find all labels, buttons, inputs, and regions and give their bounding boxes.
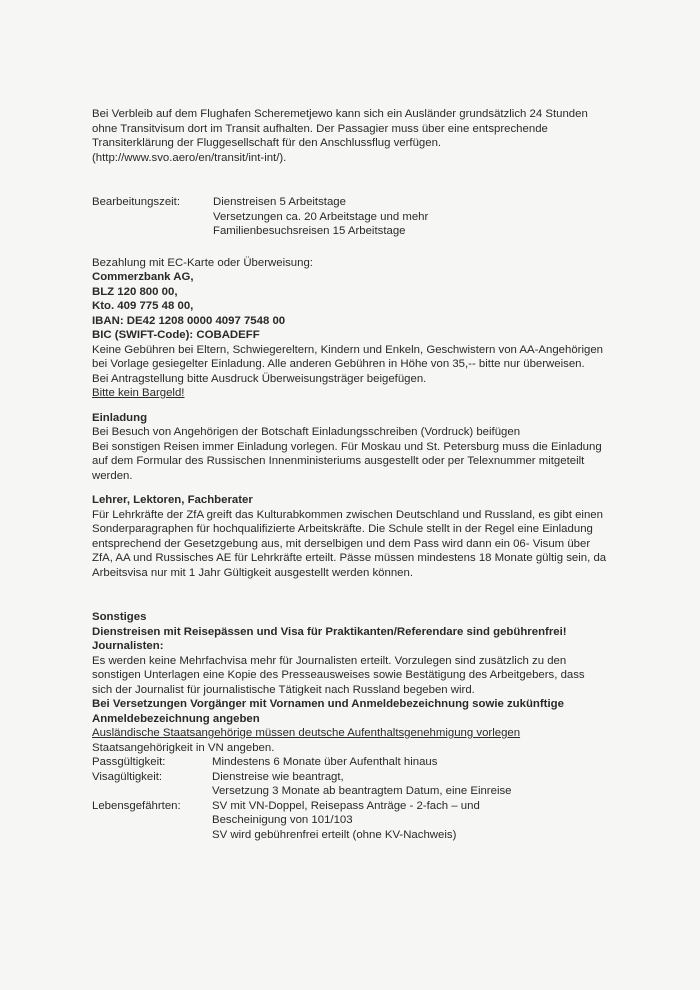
teachers-line: Arbeitsvisa nur mit 1 Jahr Gültigkeit ausgestellt werden können.	[92, 566, 413, 579]
visa-validity-value: Versetzung 3 Monate ab beantragtem Datum, eine Einreise	[212, 785, 512, 797]
teachers-line: entsprechend der Gesetzgebung aus, mit derselbigen und dem Pass wird dann ein 06- Visum über	[92, 537, 591, 550]
processing-time-label: Bearbeitungszeit:	[92, 196, 181, 208]
partners-row	[92, 799, 612, 843]
iban: IBAN: DE42 1208 0000 4097 7548 00	[92, 314, 286, 327]
bank-code: BLZ 120 800 00,	[92, 285, 178, 298]
transit-line: ohne Transitvisum dort im Transit aufhalten. Der Passagier muss über eine entsprechende	[92, 122, 548, 135]
passport-validity-value: Mindestens 6 Monate über Aufenthalt hinaus	[212, 756, 438, 768]
processing-time-values	[213, 195, 612, 239]
journalist-line: Es werden keine Mehrfachvisa mehr für Journalisten erteilt. Vorzulegen sind zusätzlich zu den	[92, 654, 567, 667]
processing-time-value: Versetzungen ca. 20 Arbeitstage und mehr	[213, 210, 429, 223]
visa-validity-row	[92, 770, 612, 799]
no-cash-note: Bitte kein Bargeld!	[92, 387, 185, 399]
teachers-line: Sonderparagraphen für hochqualifizierte Arbeitskräfte. Die Schule stellt in der Regel eine Einladung	[92, 523, 593, 535]
visa-validity-label: Visagültigkeit:	[92, 770, 163, 783]
invitation-section	[92, 411, 612, 484]
transfer-note: Bei Versetzungen Vorgänger mit Vornamen und Anmeldebezeichnung sowie zukünftige	[92, 698, 564, 710]
transit-url: (http://www.svo.aero/en/transit/int-int/).	[92, 151, 287, 164]
teachers-line: Für Lehrkräfte der ZfA greift das Kulturabkommen zwischen Deutschland und Russland, es gibt einen	[92, 508, 603, 521]
visa-validity-values	[212, 770, 612, 799]
account-number: Kto. 409 775 48 00,	[92, 300, 194, 312]
invitation-line: werden.	[92, 469, 133, 482]
invitation-line: Bei Besuch von Angehörigen der Botschaft Einladungsschreiben (Vordruck) beifügen	[92, 426, 521, 438]
bank-name: Commerzbank AG,	[92, 271, 194, 283]
partners-values	[212, 799, 612, 843]
passport-validity-row	[92, 755, 612, 770]
bic: BIC (SWIFT-Code): COBADEFF	[92, 329, 260, 341]
partners-value: SV wird gebührenfrei erteilt (ohne KV-Nachweis)	[212, 828, 457, 841]
transit-paragraph	[92, 107, 612, 165]
payment-note: Bei Antragstellung bitte Ausdruck Überweisungsträger beigefügen.	[92, 372, 427, 385]
document-body	[92, 107, 612, 842]
payment-note: Keine Gebühren bei Eltern, Schwiegereltern, Kindern und Enkeln, Geschwistern von AA-Angehörigen	[92, 343, 603, 356]
foreign-nationals-note: Ausländische Staatsangehörige müssen deutsche Aufenthaltsgenehmigung vorlegen	[92, 727, 521, 739]
free-note: Dienstreisen mit Reisepässen und Visa für Praktikanten/Referendare sind gebührenfrei!	[92, 625, 567, 638]
payment-note: bei Vorlage gesiegelter Einladung. Alle anderen Gebühren in Höhe von 35,-- bitte nur überweisen.	[92, 358, 585, 370]
misc-section	[92, 610, 612, 842]
passport-validity-label: Passgültigkeit:	[92, 756, 166, 768]
payment-intro: Bezahlung mit EC-Karte oder Überweisung:	[92, 256, 313, 269]
misc-heading: Sonstiges	[92, 611, 147, 623]
teachers-heading: Lehrer, Lektoren, Fachberater	[92, 494, 253, 506]
transit-line: Transiterklärung der Fluggesellschaft für den Anschlussflug verfügen.	[92, 137, 442, 149]
transfer-note: Anmeldebezeichnung angeben	[92, 712, 260, 725]
journalist-line: sich der Journalist für journalistische Tätigkeit nach Russland begeben wird.	[92, 683, 475, 696]
invitation-heading: Einladung	[92, 411, 148, 424]
processing-time-value: Dienstreisen 5 Arbeitstage	[213, 196, 346, 208]
processing-time-value: Familienbesuchsreisen 15 Arbeitstage	[213, 225, 406, 237]
passport-validity-values	[212, 755, 612, 770]
partners-label: Lebensgefährten:	[92, 799, 181, 812]
partners-value: Bescheinigung von 101/103	[212, 814, 353, 826]
journalist-line: sonstigen Unterlagen eine Kopie des Presseausweises sowie Bestätigung des Arbeitgebers, dass	[92, 669, 585, 681]
teachers-line: ZfA, AA und Russisches AE für Lehrkräfte erteilt. Pässe müssen mindestens 18 Monate gültig sein, da	[92, 552, 607, 564]
invitation-line: Bei sonstigen Reisen immer Einladung vorlegen. Für Moskau und St. Petersburg muss die Einladung	[92, 440, 602, 453]
invitation-line: auf dem Formular des Russischen Innenministeriums ausgestellt oder per Telexnummer mitgeteilt	[92, 455, 585, 467]
visa-validity-value: Dienstreise wie beantragt,	[212, 770, 344, 783]
teachers-section	[92, 493, 612, 580]
citizenship-note: Staatsangehörigkeit in VN angeben.	[92, 741, 275, 754]
payment-section	[92, 256, 612, 401]
transit-line: Bei Verbleib auf dem Flughafen Scheremetjewo kann sich ein Ausländer grundsätzlich 24 Stunden	[92, 108, 588, 120]
journalists-heading: Journalisten:	[92, 640, 164, 652]
processing-time	[92, 195, 612, 239]
partners-value: SV mit VN-Doppel, Reisepass Anträge - 2-fach – und	[212, 799, 480, 812]
